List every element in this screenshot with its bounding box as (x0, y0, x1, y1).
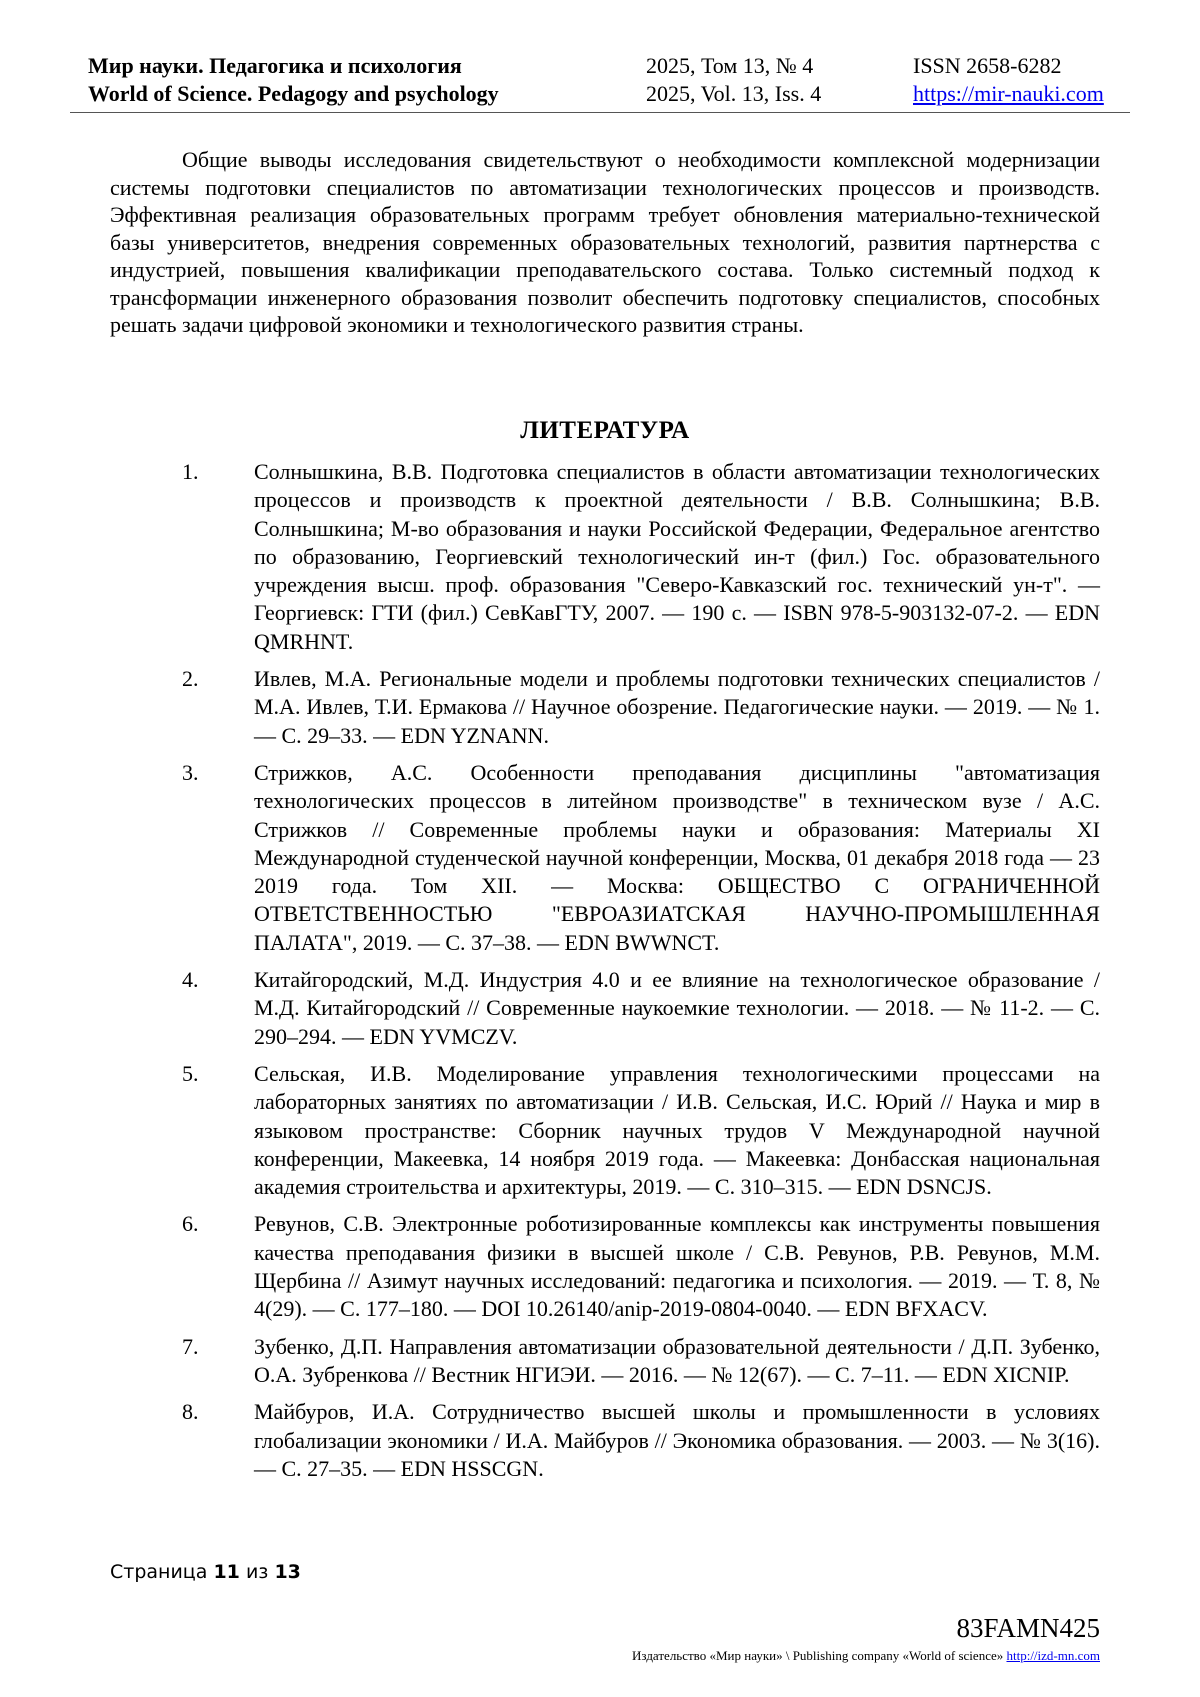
references-list (110, 458, 1100, 1492)
reference-item (110, 1333, 1100, 1390)
reference-number: 3. (182, 759, 199, 785)
reference-item (110, 1060, 1100, 1201)
publisher-line (632, 1648, 1100, 1664)
article-code: 83FAMN425 (956, 1613, 1100, 1643)
reference-text: Майбуров, И.А. Сотрудничество высшей школы и промышленности в условиях глобализации экономики / И.А. Майбуров // Экономика образования. — 2003. — № 3(16). — С. 27–35. — EDN HSSCGN. (254, 1399, 1100, 1481)
reference-number: 8. (182, 1399, 199, 1425)
reference-number: 6. (182, 1211, 199, 1237)
reference-text: Солнышкина, В.В. Подготовка специалистов в области автоматизации технологических процессов и производств к проектной деятельности / В.В. Солнышкина; В.В. Солнышкина; М-во образования и науки Российской Федерации, Федеральное агентство по образованию, Георгиевский технологический ин-т (фил.) Гос. образовательного учреждения высш. проф. образования "Северо-Кавказский гос. технический ун-т". — Георгиевск: ГТИ (фил.) СевКавГТУ, 2007. — 190 с. — ISBN 978-5-903132-07-2. — EDN QMRHNT. (254, 459, 1100, 654)
reference-item (110, 665, 1100, 750)
reference-number: 5. (182, 1060, 199, 1086)
publisher-text: Издательство «Мир науки» \ Publishing company «World of science» (632, 1648, 1004, 1663)
page-word: Страница (110, 1561, 208, 1583)
page-counter (110, 1560, 301, 1584)
reference-text: Китайгородский, М.Д. Индустрия 4.0 и ее влияние на технологическое образование / М.Д. Китайгородский // Современные наукоемкие технологии. — 2018. — № 11-2. — С. 290–294. — EDN YVMCZV. (254, 967, 1100, 1049)
reference-text: Сельская, И.В. Моделирование управления технологическими процессами на лабораторных занятиях по автоматизации / И.В. Сельская, И.С. Юрий // Наука и мир в языковом пространстве: Сборник научных трудов V Международной научной конференции, Макеевка, 14 ноября 2019 года. — Макеевка: Донбасская национальная академия строительства и архитектуры, 2019. — С. 310–315. — EDN DSNCJS. (254, 1060, 1100, 1200)
page-of-word: из (245, 1561, 269, 1583)
reference-text: Зубенко, Д.П. Направления автоматизации образовательной деятельности / Д.П. Зубенко, О.А. Зубренкова // Вестник НГИЭИ. — 2016. — № 12(67). — С. 7–11. — EDN XICNIP. (254, 1333, 1100, 1387)
header-row-ru (70, 52, 1130, 80)
reference-item (110, 1398, 1100, 1483)
running-header (70, 52, 1130, 113)
reference-item (110, 759, 1100, 957)
reference-item (110, 1210, 1100, 1323)
reference-number: 4. (182, 967, 199, 993)
journal-website-link[interactable]: https://mir-nauki.com (913, 81, 1104, 106)
reference-item (110, 966, 1100, 1051)
page-current: 11 (213, 1561, 240, 1583)
reference-item (110, 458, 1100, 656)
reference-text: Ивлев, М.А. Региональные модели и проблемы подготовки технических специалистов / М.А. Ивлев, Т.И. Ермакова // Научное обозрение. Педагогические науки. — 2019. — № 1. — С. 29–33. — EDN YZNANN. (254, 666, 1100, 748)
journal-title-ru: Мир науки. Педагогика и психология (88, 53, 462, 78)
issue-info-ru: 2025, Том 13, № 4 (646, 53, 814, 78)
reference-text: Ревунов, С.В. Электронные роботизированные комплексы как инструменты повышения качества преподавания физики в высшей школе / С.В. Ревунов, Р.В. Ревунов, М.М. Щербина // Азимут научных исследований: педагогика и психология. — 2019. — Т. 8, № 4(29). — С. 177–180. — DOI 10.26140/anip-2019-0804-0040. — EDN BFXACV. (254, 1211, 1100, 1322)
journal-title-en: World of Science. Pedagogy and psychology (88, 81, 499, 106)
publisher-link[interactable]: http://izd-mn.com (1006, 1648, 1100, 1663)
reference-number: 2. (182, 666, 199, 692)
conclusion-paragraph: Общие выводы исследования свидетельствуют о необходимости комплексной модернизации системы подготовки специалистов по автоматизации технологических процессов и производств. Эффективная реализация образовательных программ требует обновления материально-технической базы университетов, внедрения современных образовательных технологий, развития партнерства с индустрией, повышения квалификации преподавательского состава. Только системный подход к трансформации инженерного образования позволит обеспечить подготовку специалистов, способных решать задачи цифровой экономики и технологического развития страны. (110, 147, 1100, 337)
reference-number: 1. (182, 459, 199, 484)
header-row-en (70, 80, 1130, 108)
issue-info-en: 2025, Vol. 13, Iss. 4 (646, 81, 822, 106)
issn: ISSN 2658-6282 (913, 53, 1062, 78)
reference-number: 7. (182, 1333, 199, 1359)
page-total: 13 (274, 1561, 301, 1583)
reference-text: Стрижков, А.С. Особенности преподавания дисциплины "автоматизация технологических процессов в литейном производстве" в техническом вузе / А.С. Стрижков // Современные проблемы науки и образования: Материалы XI Международной студенческой научной конференции, Москва, 01 декабря 2018 года — 23 2019 года. Том XII. — Москва: ОБЩЕСТВО С ОГРАНИЧЕННОЙ ОТВЕТСТВЕННОСТЬЮ "ЕВРОАЗИАТСКАЯ НАУЧНО-ПРОМЫШЛЕННАЯ ПАЛАТА", 2019. — С. 37–38. — EDN BWWNCT. (254, 759, 1100, 955)
references-heading: ЛИТЕРАТУРА (520, 417, 690, 444)
